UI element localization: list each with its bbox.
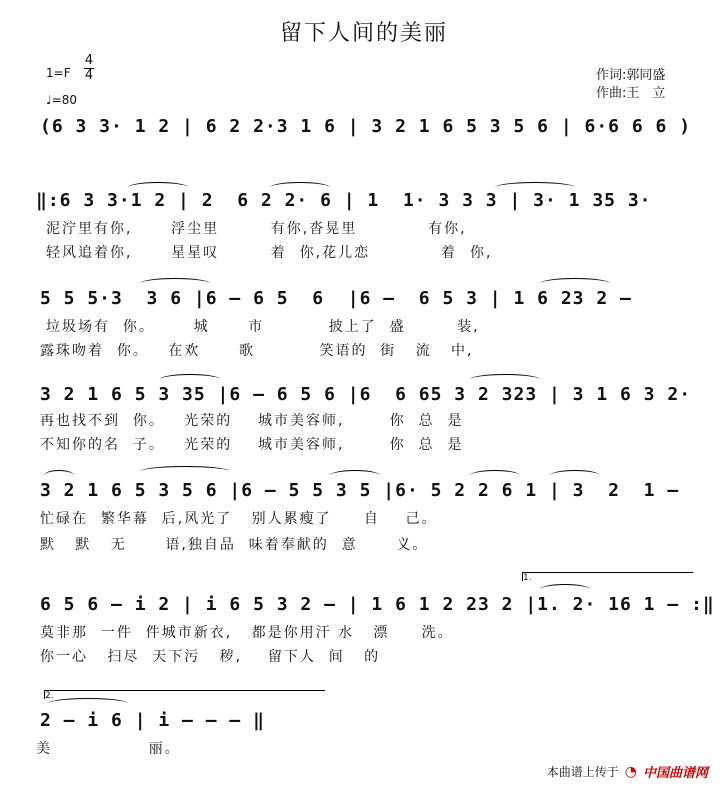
lyric-verse-2: 你一心 扫尽 天下污 秽, 留下人 间 的 bbox=[40, 649, 381, 665]
lyric-verse-1: 垃圾场有 你。 城 市 披上了 盛 装, bbox=[46, 319, 480, 335]
lyric-verse-2: 默 默 无 语,独自品 味着奉献的 意 义。 bbox=[40, 537, 429, 553]
lyric-verse-1: 莫非那 一件 件城市新衣, 都是你用汗 水 漂 洗。 bbox=[40, 625, 454, 641]
notation-line: 3 2 1 6 5 3 5 6 |6 – 5 5 3 5 |6· 5 2 2 6 1 | 3 2 1 – bbox=[40, 480, 680, 501]
footer-text: 本曲谱上传于 bbox=[546, 765, 619, 779]
lyric-verse-2: 不知你的名 子。 光荣的 城市美容师, 你 总 是 bbox=[40, 437, 464, 453]
time-signature bbox=[84, 54, 94, 83]
notation-line: 3 2 1 6 5 3 35 |6 – 6 5 6 |6 6 65 3 2 323 | 3 1 6 3 2· bbox=[40, 384, 692, 405]
lyric-verse-1: 美 丽。 bbox=[36, 741, 181, 757]
key-signature: 1=F bbox=[46, 66, 71, 80]
lyric-verse-1: 忙碌在 繁华幕 后,风光了 别人累瘦了 自 己。 bbox=[40, 511, 438, 527]
slur bbox=[140, 466, 230, 477]
lyric-verse-1: 泥泞里有你, 浮尘里 有你,沓晃里 有你, bbox=[46, 221, 467, 237]
slur bbox=[48, 698, 128, 709]
time-sig-bottom: 4 bbox=[84, 68, 94, 83]
lyric-verse-1: 再也找不到 你。 光荣的 城市美容师, 你 总 是 bbox=[40, 413, 464, 429]
footer-credit bbox=[547, 762, 708, 781]
lyric-verse-2: 露珠吻着 你。 在欢 歌 笑语的 街 流 中, bbox=[40, 343, 474, 359]
composer-credit: 作曲:王 立 bbox=[596, 86, 666, 101]
lyricist-credit: 作词:郭同盛 bbox=[596, 68, 666, 83]
site-logo-text: 中国曲谱网 bbox=[642, 766, 708, 781]
score-title: 留下人间的美丽 bbox=[279, 21, 448, 46]
notation-line: 6 5 6 – i 2 | i 6 5 3 2 – | 1 6 1 2 23 2 |1. 2· 16 1 – :‖ bbox=[40, 594, 715, 615]
first-ending-bracket: 1. bbox=[522, 572, 693, 581]
notation-line: (6 3 3· 1 2 | 6 2 2·3 1 6 | 3 2 1 6 5 3 5 6 | 6·6 6 6 ) bbox=[40, 116, 692, 137]
second-ending-bracket: 2. bbox=[44, 690, 325, 699]
lyric-verse-2: 轻风追着你, 星星叹 着 你,花儿恋 着 你, bbox=[46, 245, 493, 261]
tempo-marking: ♩=80 bbox=[46, 93, 77, 107]
notation-line: ‖:6 3 3·1 2 | 2 6 2 2· 6 | 1 1· 3 3 3 | 3· 1 35 3· bbox=[36, 190, 652, 211]
notation-line: 2 – i 6 | i – – – ‖ bbox=[40, 710, 265, 731]
notation-line: 5 5 5·3 3 6 |6 – 6 5 6 |6 – 6 5 3 | 1 6 23 2 – bbox=[40, 288, 632, 309]
time-sig-top: 4 bbox=[84, 53, 94, 68]
site-logo-icon: ◔ bbox=[624, 763, 637, 780]
